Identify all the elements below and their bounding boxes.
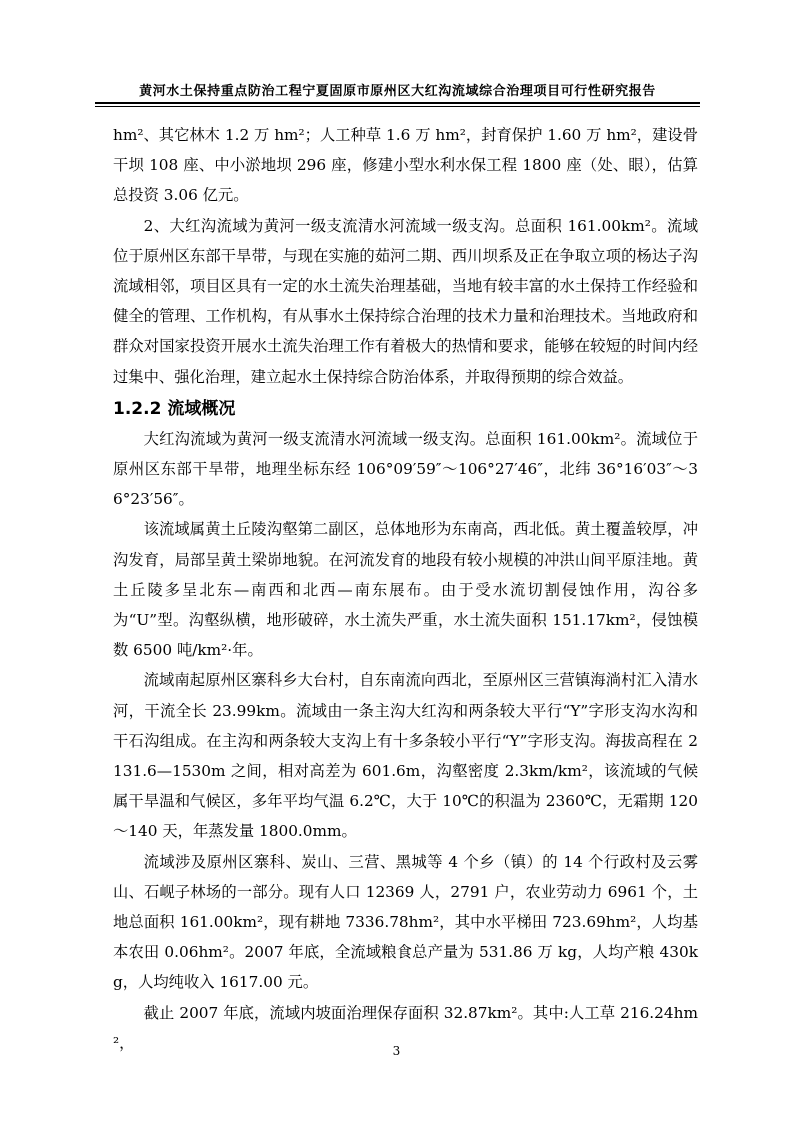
paragraph-treatment-status: 截止 2007 年底，流域内坡面治理保存面积 32.87km²。其中:人工草 216.24hm²， bbox=[113, 1003, 698, 1052]
paragraph-hydrology-climate: 流域南起原州区寨科乡大台村，自东南流向西北，至原州区三营镇海淌村汇入清水河，干流全长 23.99km。流域由一条主沟大红沟和两条较大平行“Y”字形支沟水沟和干石沟组成。在主沟和两条较大支沟上有十多条较小平行“Y”字形支沟。海拔高程在 2131.6—1530m 之间，相对高差为 601.6m，沟壑密度 2.3km/km²，该流域的气候属干旱温和气候区，多年平均气温 6.2℃，大于 10℃的积温为 2360℃，无霜期 120～140 天，年蒸发量 1800.0mm。 bbox=[113, 671, 698, 841]
paragraph-socioeconomic: 流域涉及原州区寨科、炭山、三营、黑城等 4 个乡（镇）的 14 个行政村及云雾山、石岘子林场的一部分。现有人口 12369 人，2791 户，农业劳动力 6961 个，土地总面积 161.00km²，现有耕地 7336.78hm²，其中水平梯田 723.69hm²，人均基本农田 0.06hm²。2007 年底，全流域粮食总产量为 531.86 万 kg，人均产粮 430kg，人均纯收入 1617.00 元。 bbox=[113, 852, 698, 992]
section-heading: 1.2.2 流域概况 bbox=[113, 398, 236, 419]
paragraph-project-basis: 2、大红沟流域为黄河一级支流清水河流域一级支沟。总面积 161.00km²。流域位于原州区东部干旱带，与现在实施的茹河二期、西川坝系及正在争取立项的杨达子沟流域相邻，项目区具有一定的水土流失治理基础，当地有较丰富的水土保持工作经验和健全的管理、工作机构，有从事水土保持综合治理的技术力量和治理技术。当地政府和群众对国家投资开展水土流失治理工作有着极大的热情和要求，能够在较短的时间内经过集中、强化治理，建立起水土保持综合防治体系，并取得预期的综合效益。 bbox=[113, 216, 698, 386]
paragraph-continued: hm²、其它林木 1.2 万 hm²；人工种草 1.6 万 hm²，封育保护 1.60 万 hm²，建设骨干坝 108 座、中小淤地坝 296 座，修建小型水利水保工程 1800 座（处、眼），估算总投资 3.06 亿元。 bbox=[113, 126, 698, 205]
running-header: 黄河水土保持重点防治工程宁夏固原市原州区大红沟流域综合治理项目可行性研究报告 bbox=[139, 84, 656, 99]
paragraph-terrain: 该流域属黄土丘陵沟壑第二副区，总体地形为东南高，西北低。黄土覆盖较厚，冲沟发育，局部呈黄土梁峁地貌。在河流发育的地段有较小规模的冲洪山间平原洼地。黄土丘陵多呈北东—南西和北西—南东展布。由于受水流切割侵蚀作用，沟谷多为“U”型。沟壑纵横，地形破碎，水土流失严重，水土流失面积 151.17km²，侵蚀模数 6500 吨/km²·年。 bbox=[113, 520, 698, 660]
document-body bbox=[113, 120, 698, 1058]
header-rule-thin bbox=[95, 106, 700, 107]
page-number: 3 bbox=[392, 1044, 401, 1058]
paragraph-location: 大红沟流域为黄河一级支流清水河流域一级支沟。总面积 161.00km²。流域位于原州区东部干旱带，地理坐标东经 106°09′59″～106°27′46″，北纬 36°16′03″～36°23′56″。 bbox=[113, 429, 698, 509]
header-rule-thick bbox=[95, 102, 700, 104]
